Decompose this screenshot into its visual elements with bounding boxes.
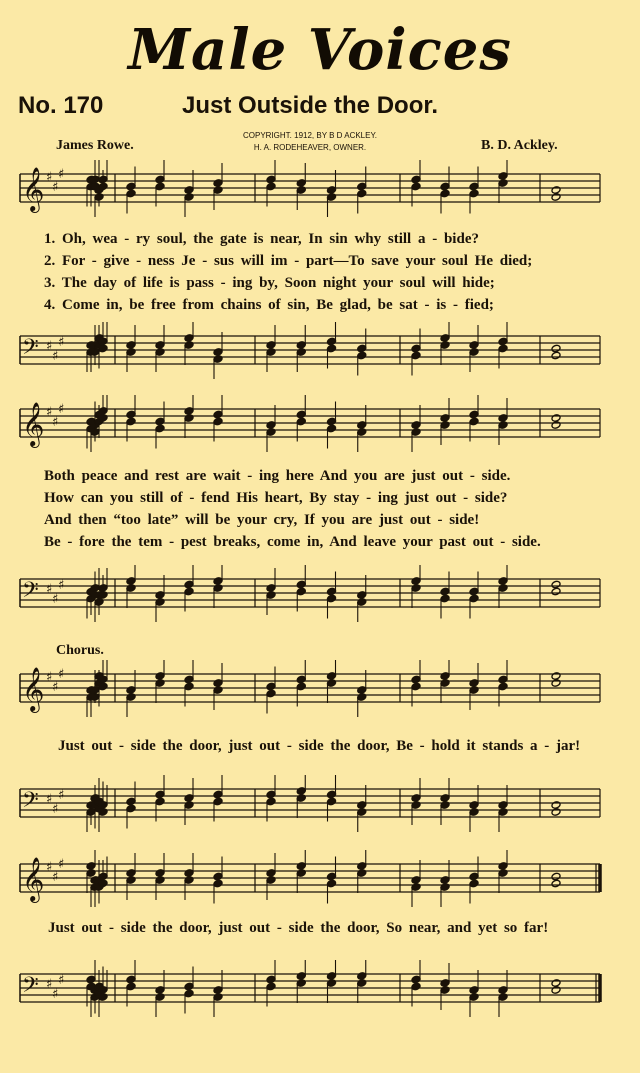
svg-text:𝄞: 𝄞 [22, 667, 45, 711]
chorus-label: Chorus. [56, 643, 104, 658]
copyright-line-1: COPYRIGHT. 1912, BY B D ACKLEY. [243, 131, 377, 140]
svg-text:♯: ♯ [46, 339, 53, 354]
svg-text:♯: ♯ [58, 973, 65, 988]
svg-text:♯: ♯ [46, 792, 53, 807]
staff-system-4-bass [0, 960, 640, 1020]
hymn-title: Just Outside the Door. [182, 92, 439, 119]
svg-text:♯: ♯ [46, 170, 53, 185]
staff-system-3-bass [0, 775, 640, 835]
svg-text:♯: ♯ [46, 670, 53, 685]
staff-system-2-treble [0, 395, 640, 455]
svg-text:♯: ♯ [52, 680, 59, 695]
verse-2-line-a: 2. For - give - ness Je - sus will im - part—To save your soul He died; [44, 253, 533, 269]
staff-system-3-treble [0, 660, 640, 720]
svg-text:♯: ♯ [46, 977, 53, 992]
svg-text:♯: ♯ [58, 857, 65, 872]
staff-system-4-treble [0, 850, 640, 910]
copyright [205, 130, 415, 154]
svg-text:♯: ♯ [52, 870, 59, 885]
verse-4-line-b: Be - fore the tem - pest breaks, come in, And leave your past out - side. [44, 534, 541, 550]
svg-text:𝄞: 𝄞 [22, 857, 45, 901]
copyright-line-2: H. A. RODEHEAVER, OWNER. [253, 143, 367, 152]
svg-text:𝄞: 𝄞 [22, 167, 45, 211]
svg-text:♯: ♯ [52, 349, 59, 364]
book-title: Male Voices [128, 17, 512, 83]
chorus-line-1: Just out - side the door, just out - side the door, Be - hold it stands a - jar! [58, 738, 581, 754]
verse-4-line-a: 4. Come in, be free from chains of sin, Be glad, be sat - is - fied; [44, 297, 494, 313]
chorus-line-2: Just out - side the door, just out - side the door, So near, and yet so far! [48, 920, 549, 936]
verse-1-line-b: Both peace and rest are wait - ing here And you are just out - side. [44, 468, 511, 484]
svg-text:𝄢: 𝄢 [22, 788, 39, 818]
verse-2-line-b: How can you still of - fend His heart, By stay - ing just out - side? [44, 490, 508, 506]
svg-text:♯: ♯ [52, 987, 59, 1002]
hymn-number: No. 170 [18, 92, 104, 119]
staff-system-1-treble [0, 160, 640, 220]
svg-text:♯: ♯ [58, 167, 65, 182]
svg-text:♯: ♯ [46, 860, 53, 875]
svg-text:♯: ♯ [52, 592, 59, 607]
verse-3-line-a: 3. The day of life is pass - ing by, Soon night your soul will hide; [44, 275, 495, 291]
svg-text:♯: ♯ [58, 788, 65, 803]
svg-text:𝄢: 𝄢 [22, 973, 39, 1003]
svg-text:♯: ♯ [46, 582, 53, 597]
svg-text:𝄞: 𝄞 [22, 402, 45, 446]
staff-system-1-bass [0, 322, 640, 382]
svg-text:♯: ♯ [52, 802, 59, 817]
verse-3-line-b: And then “too late” will be your cry, If you are just out - side! [44, 512, 480, 528]
verse-1-line-a: 1. Oh, wea - ry soul, the gate is near, In sin why still a - bide? [44, 231, 479, 247]
svg-text:𝄢: 𝄢 [22, 335, 39, 365]
svg-text:♯: ♯ [58, 578, 65, 593]
svg-text:♯: ♯ [46, 405, 53, 420]
svg-text:♯: ♯ [52, 180, 59, 195]
svg-text:♯: ♯ [58, 667, 65, 682]
composer: B. D. Ackley. [481, 138, 558, 153]
svg-text:♯: ♯ [58, 335, 65, 350]
author: James Rowe. [56, 138, 134, 153]
svg-text:𝄢: 𝄢 [22, 578, 39, 608]
staff-system-2-bass [0, 565, 640, 625]
svg-text:♯: ♯ [58, 402, 65, 417]
svg-text:♯: ♯ [52, 415, 59, 430]
